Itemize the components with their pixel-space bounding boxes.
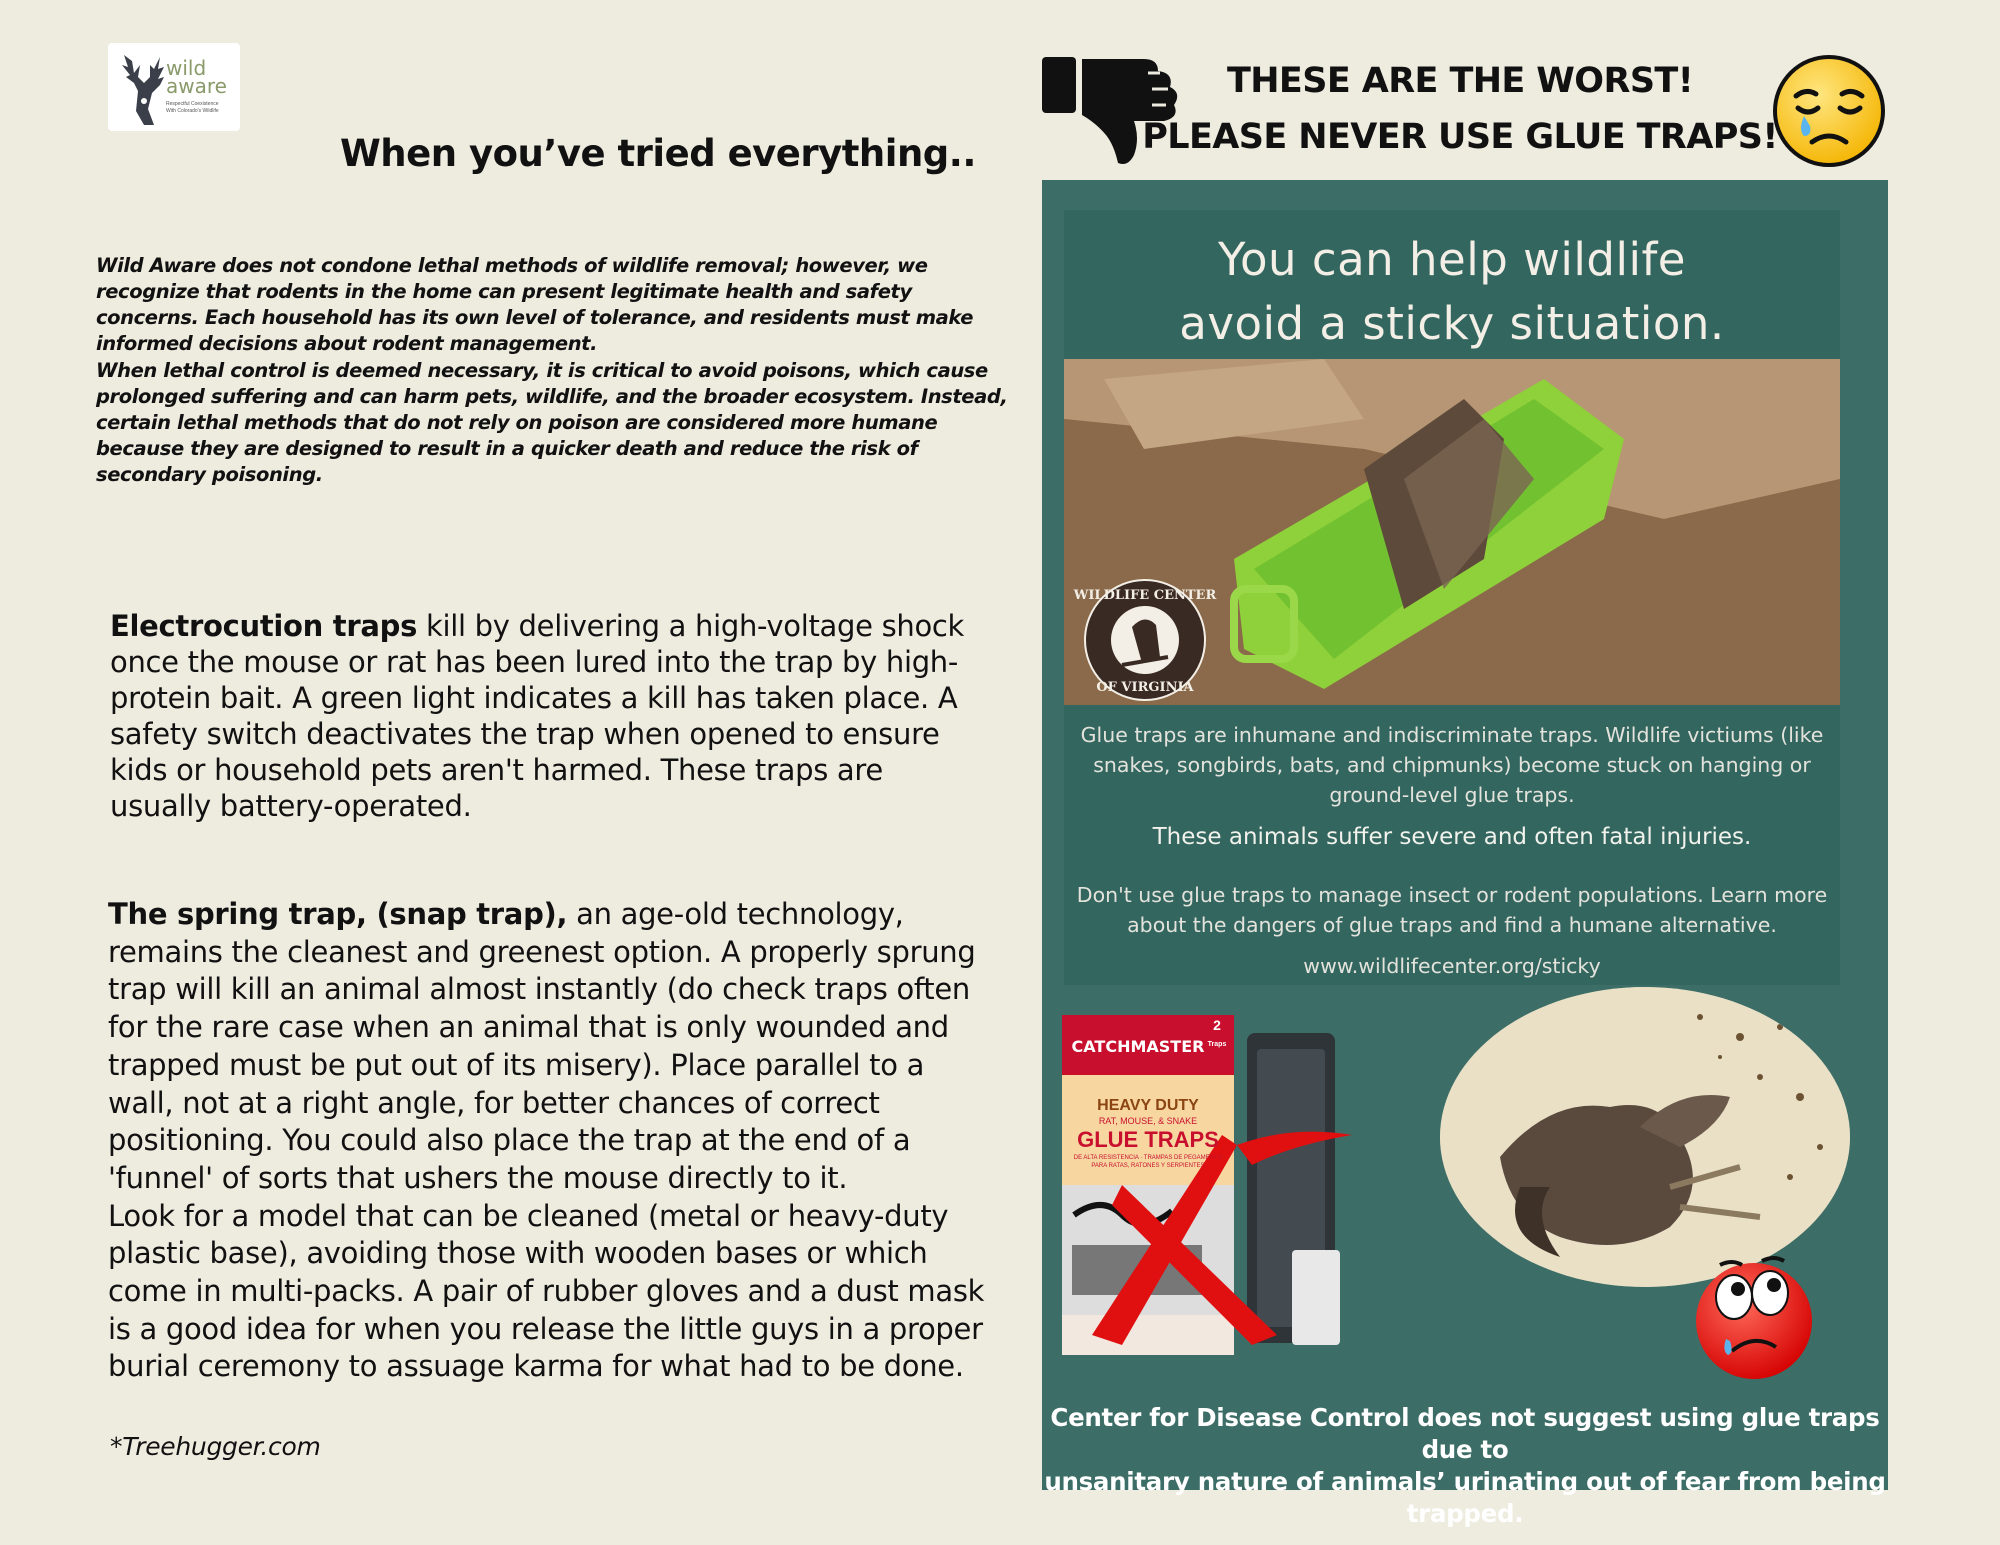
- source-citation: *Treehugger.com: [110, 1432, 321, 1461]
- warning-line-2: PLEASE NEVER USE GLUE TRAPS!: [1142, 117, 1778, 157]
- product-line-5: PARA RATAS, RATONES Y SERPIENTES: [1091, 1163, 1205, 1169]
- cdc-note-line-1: Center for Disease Control does not suggest using glue traps due to: [1050, 1403, 1880, 1464]
- poster-text-2: These animals suffer severe and often fatal injuries.: [1152, 824, 1752, 850]
- product-line-1: HEAVY DUTY: [1097, 1097, 1199, 1114]
- bird-in-glue-trap-photo: [1064, 359, 1840, 705]
- cdc-note: [1042, 1402, 1888, 1530]
- svg-text:WILDLIFE CENTER: WILDLIFE CENTER: [1073, 588, 1217, 603]
- electrocution-traps-text: kill by delivering a high-voltage shock once the mouse or rat has been lured into the trap by high-protein bait. A green light indicates a kill has taken place. A safety switch deactivates the trap when opened to ensure kids or household pets aren't harmed. These traps are usually battery-operated.: [110, 609, 965, 823]
- warning-line-1: THESE ARE THE WORST!: [1226, 61, 1694, 101]
- cdc-note-line-2: unsanitary nature of animals’ urinating out of fear from being trapped.: [1044, 1467, 1886, 1528]
- logo-tagline-1: Respectful Coexistence: [166, 101, 219, 107]
- product-line-2: RAT, MOUSE, & SNAKE: [1098, 1116, 1198, 1126]
- worried-red-emoji-icon: [1684, 1243, 1824, 1383]
- product-brand: CATCHMASTER: [1071, 1037, 1205, 1056]
- poster-heading: [1064, 228, 1840, 356]
- page-title: When you’ve tried everything..: [340, 132, 976, 175]
- poster-text-1: Glue traps are inhumane and indiscriminate traps. Wildlife victiums (like snakes, songbirds, bats, and chipmunks) become stuck on hanging or ground-level glue traps.: [1080, 723, 1824, 807]
- product-count: [1202, 1017, 1232, 1049]
- intro-paragraph-1: Wild Aware does not condone lethal methods of wildlife removal; however, we recognize that rodents in the home can present legitimate health and safety concerns. Each household has its own level of tolerance, and residents must make informed decisions about rodent management.: [96, 254, 974, 355]
- wildlife-center-seal-icon: [1073, 577, 1217, 703]
- poster-text-3: Don't use glue traps to manage insect or rodent populations. Learn more about the dangers of glue traps and find a humane alternative.: [1076, 883, 1828, 937]
- sad-tear-emoji-icon: [1770, 52, 1888, 170]
- product-line-4: DE ALTA RESISTENCIA · TRAMPAS DE PEGAMENTO: [1073, 1155, 1223, 1161]
- wild-aware-logo: [108, 43, 240, 131]
- spring-trap-text: an age-old technology, remains the cleanest and greenest option. A properly sprung trap will kill an animal almost instantly (do check traps often for the rare case when an animal that is only wounded and trapped must be put out of its misery). Place parallel to a wall, not at a right angle, for better chances of correct positioning. You could also place the trap at the end of a 'funnel' of sorts that ushers the mouse directly to it.: [108, 897, 976, 1195]
- glue-trap-product-photo: [1062, 1015, 1337, 1355]
- product-count-number: 2: [1213, 1017, 1221, 1033]
- spring-trap-heading: The spring trap, (snap trap),: [108, 897, 568, 931]
- glue-trap-poster: [1042, 180, 1888, 1528]
- svg-text:OF VIRGINIA: OF VIRGINIA: [1096, 680, 1194, 695]
- electrocution-traps-paragraph: [110, 608, 990, 824]
- logo-word-wild: wild: [166, 56, 207, 80]
- intro-paragraph-2: When lethal control is deemed necessary, it is critical to avoid poisons, which cause prolonged suffering and can harm pets, wildlife, and the broader ecosystem. Instead, certain lethal methods that do not rely on poison are considered more humane because they are designed to result in a quicker death and reduce the risk of secondary poisoning.: [96, 359, 1008, 486]
- poster-url: www.wildlifecenter.org/sticky: [1303, 954, 1601, 978]
- spring-trap-text-2: Look for a model that can be cleaned (metal or heavy-duty plastic base), avoiding those with wooden bases or which come in multi-packs. A pair of rubber gloves and a dust mask is a good idea for when you release the little guys in a proper burial ceremony to assuage karma for what had to be done.: [108, 1198, 985, 1384]
- poster-card: [1064, 210, 1840, 985]
- deer-antlers-icon: [114, 51, 170, 127]
- electrocution-traps-heading: Electrocution traps: [110, 609, 418, 643]
- product-line-3: GLUE TRAPS: [1077, 1127, 1219, 1152]
- stuck-bird-photo: [1440, 987, 1850, 1287]
- logo-tagline-2: With Colorado's Wildlife: [166, 108, 219, 114]
- poster-heading-line-1: You can help wildlife: [1218, 233, 1686, 286]
- glue-trap-package: [1062, 1015, 1337, 1355]
- logo-word-aware: aware: [166, 74, 227, 98]
- product-count-label: Traps: [1207, 1041, 1227, 1048]
- poster-heading-line-2: avoid a sticky situation.: [1179, 297, 1725, 350]
- spring-trap-paragraph: [108, 896, 988, 1386]
